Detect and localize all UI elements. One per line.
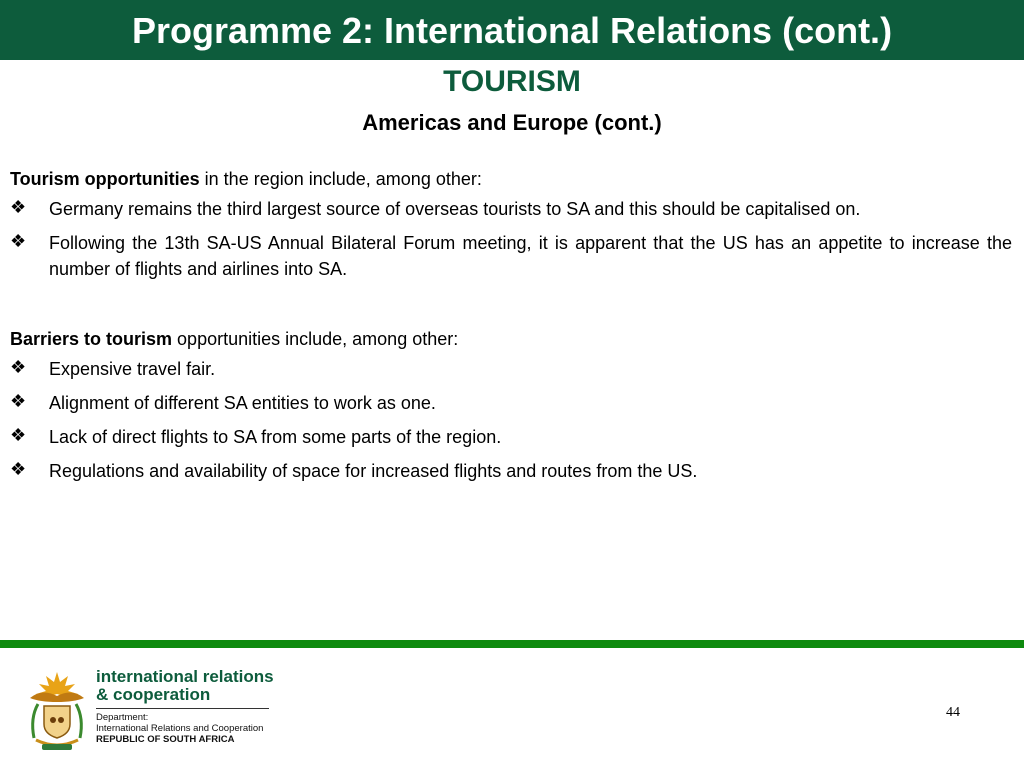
diamond-bullet-icon: ❖ [10, 231, 27, 251]
department-name: International Relations and Cooperation [96, 723, 264, 734]
country-name: REPUBLIC OF SOUTH AFRICA [96, 734, 235, 745]
page-number: 44 [946, 705, 960, 720]
list-item [10, 356, 1012, 382]
diamond-bullet-icon: ❖ [10, 459, 27, 479]
opportunities-intro-bold: Tourism opportunities [10, 169, 200, 189]
list-item [10, 196, 1012, 222]
list-item-text: Lack of direct flights to SA from some parts of the region. [49, 427, 502, 447]
opportunities-intro [10, 166, 1012, 192]
department-label: Department: [96, 712, 149, 723]
barriers-intro-text: opportunities include, among other: [172, 329, 459, 349]
diamond-bullet-icon: ❖ [10, 357, 27, 377]
slide-title: Programme 2: International Relations (cont.) [0, 0, 1024, 60]
list-item-text: Expensive travel fair. [49, 359, 216, 379]
barriers-intro-bold: Barriers to tourism [10, 329, 173, 349]
coat-of-arms-icon [22, 666, 92, 756]
diamond-bullet-icon: ❖ [10, 197, 27, 217]
list-item-text: Following the 13th SA-US Annual Bilateral Forum meeting, it is apparent that the US has an appetite to increase the number of flights and airlines into SA. [49, 233, 1012, 279]
diamond-bullet-icon: ❖ [10, 391, 27, 411]
diamond-bullet-icon: ❖ [10, 425, 27, 445]
org-divider [96, 708, 269, 709]
list-item-text: Alignment of different SA entities to work as one. [49, 393, 436, 413]
section-subheading: Americas and Europe (cont.) [362, 110, 662, 135]
list-item [10, 424, 1012, 450]
org-name-line-2: & cooperation [96, 685, 211, 704]
footer-divider [0, 640, 1024, 648]
org-name [96, 668, 274, 704]
opportunities-intro-text: in the region include, among other: [199, 169, 482, 189]
list-item-text: Germany remains the third largest source of overseas tourists to SA and this should be capitalised on. [49, 199, 861, 219]
list-item [10, 230, 1012, 282]
list-item-text: Regulations and availability of space for increased flights and routes from the US. [49, 461, 698, 481]
barriers-list [10, 356, 1012, 484]
list-item [10, 458, 1012, 484]
department-block [96, 712, 263, 745]
org-name-line-1: international relations [96, 667, 274, 686]
barriers-intro [10, 326, 1012, 352]
opportunities-list [10, 196, 1012, 282]
slide-body [10, 166, 1012, 492]
list-item [10, 390, 1012, 416]
section-title: TOURISM [443, 65, 581, 98]
